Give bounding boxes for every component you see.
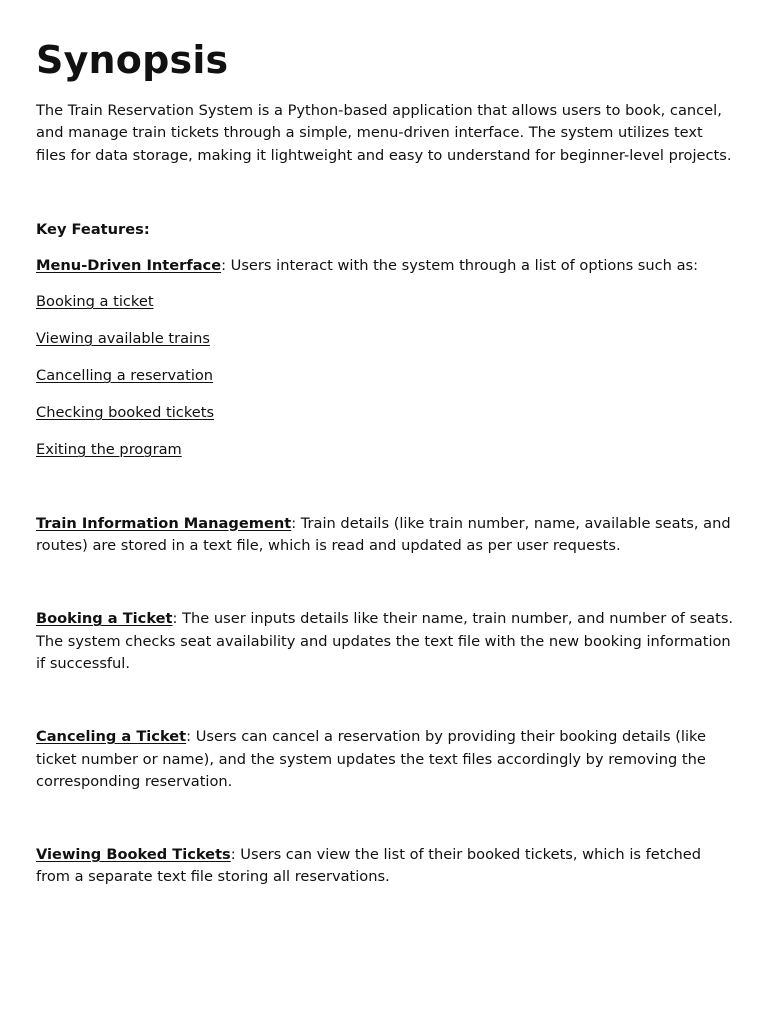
menu-driven-term: Menu-Driven Interface [36, 257, 222, 275]
menu-option-booking: Booking a ticket [36, 293, 154, 311]
menu-option-cancelling: Cancelling a reservation [36, 367, 214, 385]
page-title: Synopsis [36, 38, 229, 82]
feature-description: : Train details (like train number, name, available seats, and routes) are stored in a text file, which is read and updated as per user requests. [36, 514, 731, 555]
key-features-heading: Key Features: [36, 220, 150, 238]
menu-option-viewing-trains: Viewing available trains [36, 330, 210, 348]
menu-options-list [36, 291, 734, 461]
menu-driven-feature [36, 255, 734, 277]
feature-description: : Users can cancel a reservation by providing their booking details (like ticket number or name), and the system updates the text files accordingly by removing the corresponding reservation. [36, 728, 706, 790]
feature-term: Train Information Management [36, 514, 292, 532]
intro-paragraph: The Train Reservation System is a Python-based application that allows users to book, cancel, and manage train tickets through a simple, menu-driven interface. The system utilizes text files for data storage, making it lightweight and easy to understand for beginner-level projects. [36, 102, 732, 164]
feature-description: : The user inputs details like their name, train number, and number of seats. The system checks seat availability and updates the text file with the new booking information if successful. [36, 610, 734, 672]
feature-train-info [36, 513, 734, 558]
feature-term: Viewing Booked Tickets [36, 846, 231, 864]
feature-description: : Users can view the list of their booked tickets, which is fetched from a separate text file storing all reservations. [36, 846, 701, 886]
feature-term: Canceling a Ticket [36, 728, 187, 746]
menu-option-checking: Checking booked tickets [36, 404, 215, 422]
feature-term: Booking a Ticket [36, 610, 173, 628]
feature-viewing-booked [36, 844, 734, 889]
menu-option-exiting: Exiting the program [36, 441, 182, 459]
feature-canceling [36, 726, 734, 793]
feature-booking [36, 608, 734, 675]
menu-driven-description: : Users interact with the system through a list of options such as: [221, 257, 699, 275]
